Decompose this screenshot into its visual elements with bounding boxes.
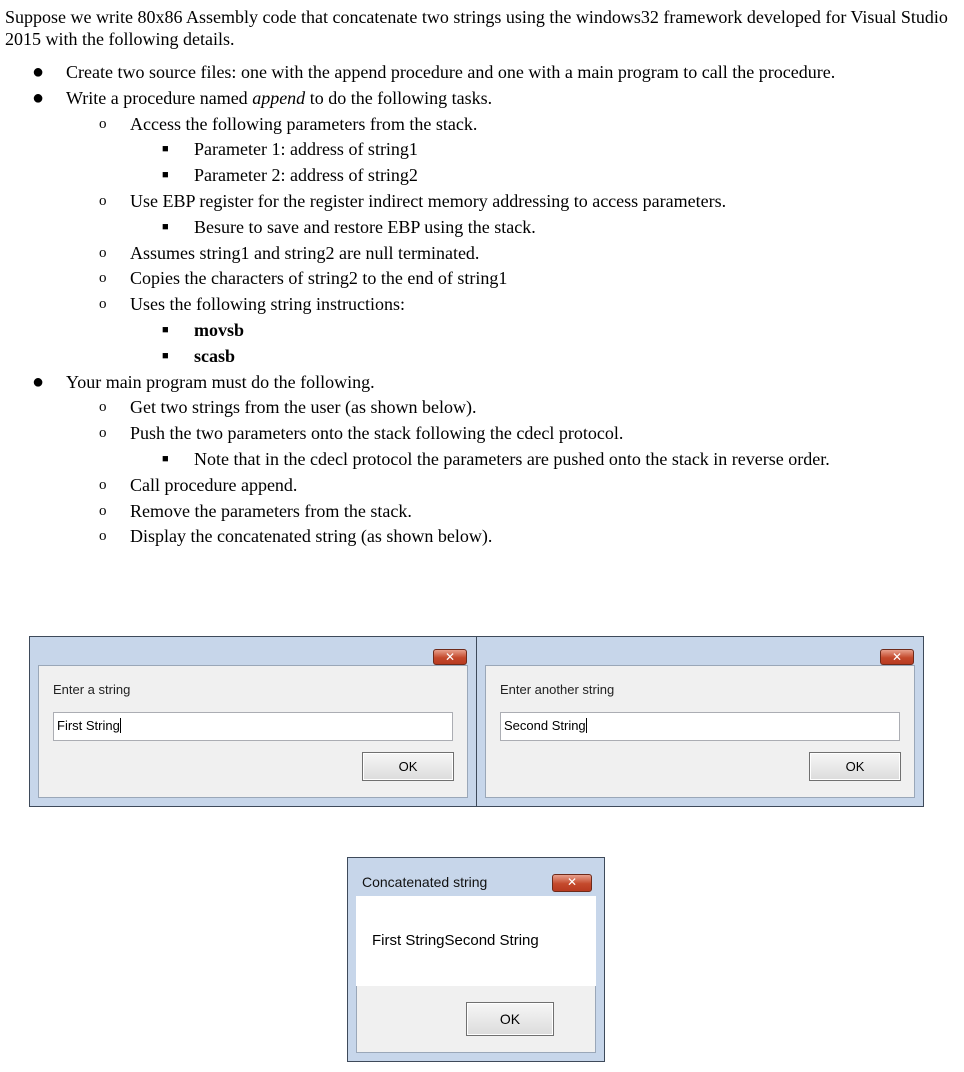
dialog-body (38, 665, 468, 798)
ok-button[interactable]: OK (466, 1002, 554, 1036)
bullet-icon: o (99, 399, 107, 416)
list-item-text: Your main program must do the following. (66, 371, 375, 392)
list-item (5, 266, 955, 292)
list-item (5, 60, 955, 86)
list-item (5, 344, 955, 370)
list-item-text: Note that in the cdecl protocol the parameters are pushed onto the stack in reverse order. (194, 448, 830, 469)
list-item (5, 395, 955, 421)
dialog-body (485, 665, 915, 798)
procedure-name: append (252, 87, 306, 108)
list-item-text: Besure to save and restore EBP using the stack. (194, 216, 536, 237)
bullet-icon: ■ (162, 143, 169, 156)
list-item-text: Remove the parameters from the stack. (130, 500, 412, 521)
ok-button[interactable]: OK (809, 752, 901, 781)
list-item-text: Access the following parameters from the stack. (130, 113, 478, 134)
bullet-icon: ● (32, 370, 45, 393)
concatenated-messagebox (347, 857, 605, 1062)
list-item (5, 318, 955, 344)
list-item-text: Use EBP register for the register indirect memory addressing to access parameters. (130, 190, 727, 211)
bullet-icon: o (99, 270, 107, 287)
list-item-text: Write a procedure named (66, 87, 253, 108)
input-dialog-second (476, 636, 924, 807)
ok-button[interactable]: OK (362, 752, 454, 781)
bullet-icon: ■ (162, 323, 169, 336)
bullet-icon: ■ (162, 452, 169, 465)
string-input[interactable] (53, 712, 453, 741)
bullet-icon: ● (32, 61, 45, 83)
string-input[interactable] (500, 712, 900, 741)
instruction-name: scasb (194, 345, 236, 366)
list-item (5, 473, 955, 499)
list-item-text: Uses the following string instructions: (130, 294, 405, 315)
bullet-icon: o (99, 528, 107, 545)
list-item-text: Create two source files: one with the append procedure and one with a main program to call the procedure. (66, 62, 836, 82)
messagebox-title: Concatenated string (362, 874, 488, 890)
input-value: First String (57, 718, 120, 733)
list-item-text: Get two strings from the user (as shown below). (130, 397, 477, 418)
message-area (356, 896, 596, 986)
input-dialog-first (29, 636, 477, 807)
list-item (5, 524, 955, 550)
list-item (5, 499, 955, 525)
list-item (5, 421, 955, 447)
list-item (5, 292, 955, 318)
list-item (5, 241, 955, 267)
bullet-icon: ■ (162, 169, 169, 182)
list-item-text: Parameter 2: address of string2 (194, 165, 418, 186)
bullet-icon: ■ (162, 220, 169, 233)
prompt-label: Enter a string (53, 682, 131, 697)
bullet-icon: o (99, 296, 107, 313)
list-item (5, 86, 955, 112)
bullet-icon: o (99, 425, 107, 442)
bullet-icon: o (99, 192, 107, 209)
list-item-text: Call procedure append. (130, 474, 298, 495)
bullet-icon: o (99, 244, 107, 261)
concatenated-text: First StringSecond String (372, 932, 539, 949)
list-item-text: to do the following tasks. (305, 87, 493, 108)
document (5, 6, 955, 550)
list-item (5, 163, 955, 189)
prompt-label: Enter another string (500, 682, 615, 697)
list-item (5, 370, 955, 396)
close-icon[interactable]: ✕ (433, 649, 467, 665)
list-item-text: Push the two parameters onto the stack following the cdecl protocol. (130, 423, 624, 444)
close-icon[interactable]: ✕ (880, 649, 914, 665)
list-item-text: Display the concatenated string (as shown below). (130, 526, 493, 547)
list-item (5, 447, 955, 473)
intro-paragraph: Suppose we write 80x86 Assembly code that concatenate two strings using the windows32 framework developed for Visual Studio 2015 with the following details. (5, 7, 948, 49)
list-item (5, 189, 955, 215)
list-item (5, 112, 955, 138)
list-item-text: Assumes string1 and string2 are null terminated. (130, 242, 480, 263)
bullet-icon: ● (32, 86, 45, 109)
list-item (5, 137, 955, 163)
list-item-text: Copies the characters of string2 to the end of string1 (130, 268, 508, 289)
close-icon[interactable]: ✕ (552, 874, 592, 892)
bullet-icon: o (99, 476, 107, 493)
list-item (5, 215, 955, 241)
instruction-name: movsb (194, 319, 245, 340)
input-value: Second String (504, 718, 586, 733)
bullet-icon: o (99, 115, 107, 132)
requirements-list (5, 60, 955, 550)
list-item-text: Parameter 1: address of string1 (194, 139, 418, 160)
bullet-icon: o (99, 502, 107, 519)
bullet-icon: ■ (162, 349, 169, 362)
